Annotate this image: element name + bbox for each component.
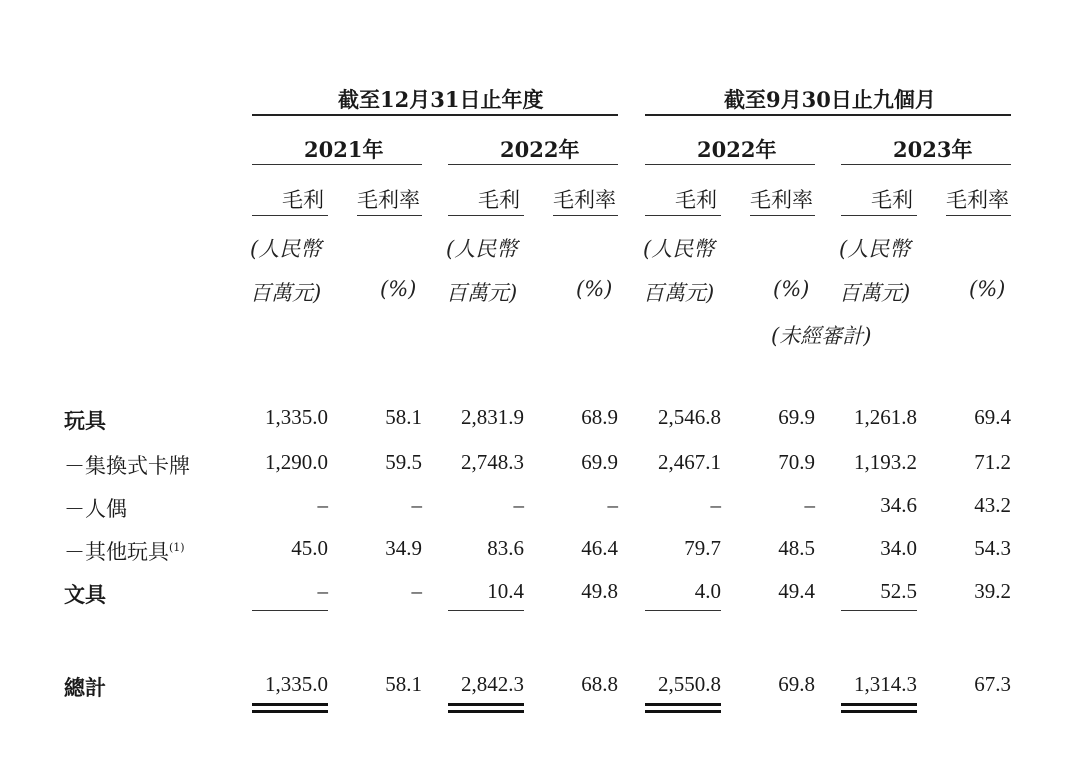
unit-rmb-1a: (人民幣 [250, 237, 322, 261]
gross-profit-cell: 34.0 [880, 536, 917, 560]
col-rule-gp-2 [448, 215, 524, 216]
gross-profit-cell: 79.7 [684, 536, 721, 560]
gross-margin-cell: 58.1 [385, 672, 422, 696]
unit-pct-3: (%) [773, 277, 810, 301]
col-gross-margin-4: 毛利率 [946, 188, 1009, 212]
gross-profit-cell: – [513, 493, 524, 517]
gross-profit-cell: 4.0 [694, 579, 721, 603]
gross-margin-cell: 69.9 [581, 450, 618, 474]
unit-rmb-1b: 百萬元) [250, 281, 322, 305]
col-rule-gp-3 [645, 215, 721, 216]
year-header-2022-9m: 2022年 [697, 137, 777, 162]
row-label: －其他玩具$^{(1)}$ [64, 540, 185, 564]
gross-margin-cell: 58.1 [385, 405, 422, 429]
gross-margin-cell: 54.3 [974, 536, 1011, 560]
gross-profit-cell: 2,842.3 [461, 672, 524, 696]
gross-margin-cell: 70.9 [778, 450, 815, 474]
col-gross-margin-3: 毛利率 [750, 188, 813, 212]
gross-profit-cell: 2,550.8 [658, 672, 721, 696]
col-rule-gp-1 [252, 215, 328, 216]
row-label: 總計 [64, 675, 106, 700]
gross-margin-cell: 48.5 [778, 536, 815, 560]
gross-profit-cell: 1,335.0 [265, 405, 328, 429]
col-rule-gp-4 [841, 215, 917, 216]
year-rule-2022 [448, 164, 618, 165]
gross-profit-cell: 34.6 [880, 493, 917, 517]
gross-margin-cell: – [607, 493, 618, 517]
gross-profit-cell: 1,335.0 [265, 672, 328, 696]
col-gross-profit-3: 毛利 [675, 188, 717, 212]
gross-profit-cell: – [317, 493, 328, 517]
gross-profit-cell: 1,261.8 [854, 405, 917, 429]
row-label: 玩具 [64, 408, 106, 433]
subtotal-rule-3 [645, 610, 721, 611]
unit-rmb-3b: 百萬元) [643, 281, 715, 305]
unit-pct-4: (%) [969, 277, 1006, 301]
gross-profit-cell: 1,193.2 [854, 450, 917, 474]
gross-margin-cell: 46.4 [581, 536, 618, 560]
year-header-2023: 2023年 [893, 137, 973, 162]
gross-margin-cell: 59.5 [385, 450, 422, 474]
col-rule-gm-2 [553, 215, 618, 216]
gross-profit-cell: 2,546.8 [658, 405, 721, 429]
gross-profit-cell: 45.0 [291, 536, 328, 560]
gross-profit-cell: 2,831.9 [461, 405, 524, 429]
unit-rmb-2a: (人民幣 [446, 237, 518, 261]
gross-margin-cell: 69.9 [778, 405, 815, 429]
period-rule-nine-months [645, 114, 1011, 116]
unaudited-note: (未經審計) [771, 324, 872, 348]
subtotal-rule-2 [448, 610, 524, 611]
unit-rmb-2b: 百萬元) [446, 281, 518, 305]
col-gross-profit-4: 毛利 [871, 188, 913, 212]
gross-profit-cell: – [317, 579, 328, 603]
gross-profit-cell: – [710, 493, 721, 517]
gross-margin-cell: 39.2 [974, 579, 1011, 603]
period-rule-year-end [252, 114, 618, 116]
unit-pct-1: (%) [380, 277, 417, 301]
row-label: －人偶 [64, 497, 127, 521]
subtotal-rule-4 [841, 610, 917, 611]
period-header-year-end: 截至12月31日止年度 [338, 87, 544, 112]
total-double-rule-1a [252, 703, 328, 706]
year-rule-2021 [252, 164, 422, 165]
col-rule-gm-3 [750, 215, 815, 216]
row-label: －集換式卡牌 [64, 454, 190, 478]
col-rule-gm-4 [946, 215, 1011, 216]
gross-margin-cell: 71.2 [974, 450, 1011, 474]
unit-rmb-3a: (人民幣 [643, 237, 715, 261]
year-header-2022: 2022年 [500, 137, 580, 162]
col-rule-gm-1 [357, 215, 422, 216]
gross-margin-cell: 69.4 [974, 405, 1011, 429]
gross-margin-cell: – [411, 493, 422, 517]
unit-rmb-4b: 百萬元) [839, 281, 911, 305]
year-header-2021: 2021年 [304, 137, 384, 162]
total-double-rule-2a [448, 703, 524, 706]
gross-margin-cell: 68.9 [581, 405, 618, 429]
gross-margin-cell: 67.3 [974, 672, 1011, 696]
total-double-rule-2b [448, 710, 524, 713]
subtotal-rule-1 [252, 610, 328, 611]
gross-profit-cell: 83.6 [487, 536, 524, 560]
gross-margin-cell: 49.8 [581, 579, 618, 603]
gross-margin-cell: 68.8 [581, 672, 618, 696]
gross-profit-cell: 10.4 [487, 579, 524, 603]
gross-profit-cell: 2,467.1 [658, 450, 721, 474]
gross-profit-cell: 2,748.3 [461, 450, 524, 474]
gross-margin-cell: 69.8 [778, 672, 815, 696]
gross-margin-cell: – [804, 493, 815, 517]
total-double-rule-4a [841, 703, 917, 706]
unit-pct-2: (%) [576, 277, 613, 301]
gross-profit-cell: 1,290.0 [265, 450, 328, 474]
col-gross-margin-1: 毛利率 [357, 188, 420, 212]
gross-margin-cell: – [411, 579, 422, 603]
total-double-rule-4b [841, 710, 917, 713]
period-header-nine-months: 截至9月30日止九個月 [724, 87, 936, 112]
col-gross-margin-2: 毛利率 [553, 188, 616, 212]
col-gross-profit-2: 毛利 [478, 188, 520, 212]
total-double-rule-3a [645, 703, 721, 706]
total-double-rule-3b [645, 710, 721, 713]
gross-margin-cell: 43.2 [974, 493, 1011, 517]
footnote-marker: (1) [169, 541, 185, 554]
total-double-rule-1b [252, 710, 328, 713]
gross-margin-cell: 49.4 [778, 579, 815, 603]
year-rule-2023 [841, 164, 1011, 165]
gross-profit-cell: 52.5 [880, 579, 917, 603]
col-gross-profit-1: 毛利 [282, 188, 324, 212]
row-label: 文具 [64, 582, 106, 607]
year-rule-2022-9m [645, 164, 815, 165]
gross-profit-cell: 1,314.3 [854, 672, 917, 696]
gross-margin-cell: 34.9 [385, 536, 422, 560]
unit-rmb-4a: (人民幣 [839, 237, 911, 261]
